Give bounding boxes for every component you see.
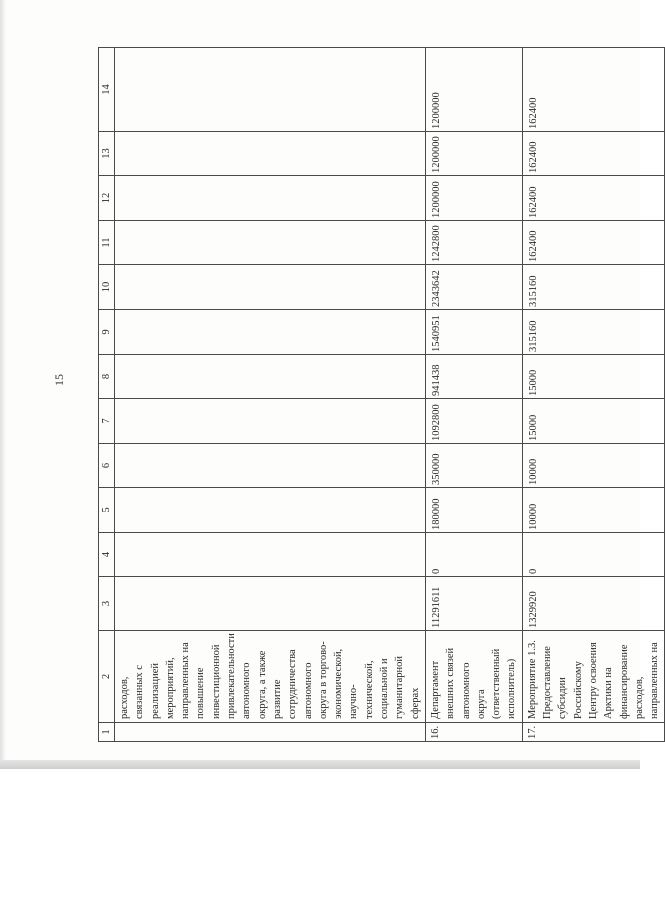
value-cell: 162400: [522, 132, 665, 176]
header-cell: 8: [99, 355, 115, 399]
value-cell: 315160: [522, 265, 665, 310]
value-cell: 1200000: [425, 176, 522, 221]
table-header-row: [99, 48, 115, 742]
header-cell: 11: [99, 221, 115, 265]
scan-bottom-edge: [0, 760, 640, 769]
value-cell: 2343642: [425, 265, 522, 310]
header-cell: 13: [99, 132, 115, 176]
value-cell: [115, 577, 426, 631]
header-cell: 3: [99, 577, 115, 631]
value-cell: 0: [425, 533, 522, 577]
value-cell: [115, 176, 426, 221]
value-cell: 941438: [425, 355, 522, 399]
value-cell: 1329920: [522, 577, 665, 631]
value-cell: 162400: [522, 176, 665, 221]
value-cell: 0: [522, 533, 665, 577]
value-cell: [115, 310, 426, 355]
value-cell: 15000: [522, 399, 665, 444]
value-cell: [115, 488, 426, 533]
header-cell: 7: [99, 399, 115, 444]
value-cell: 1092800: [425, 399, 522, 444]
budget-table: [98, 47, 665, 742]
value-cell: [115, 221, 426, 265]
rotated-table-container: [98, 48, 661, 742]
value-cell: [115, 355, 426, 399]
description-cell: Департамент внешних связей автономного округа (ответственный исполнитель): [425, 631, 522, 723]
value-cell: [115, 444, 426, 488]
header-cell: 2: [99, 631, 115, 723]
header-cell: 12: [99, 176, 115, 221]
value-cell: [115, 533, 426, 577]
value-cell: 10000: [522, 444, 665, 488]
description-cell: Мероприятие 1.3. Предоставление субсидии Российскому Центру освоения Арктики на финансирование расходов, направленных на: [522, 631, 665, 723]
header-cell: 10: [99, 265, 115, 310]
value-cell: [115, 265, 426, 310]
header-cell: 9: [99, 310, 115, 355]
value-cell: 1200000: [425, 132, 522, 176]
value-cell: 162400: [522, 221, 665, 265]
value-cell: [115, 48, 426, 132]
value-cell: 1242800: [425, 221, 522, 265]
header-cell: 6: [99, 444, 115, 488]
value-cell: 15000: [522, 355, 665, 399]
header-cell: 5: [99, 488, 115, 533]
scan-edge-shadow: [0, 0, 6, 769]
header-cell: 14: [99, 48, 115, 132]
header-cell: 1: [99, 723, 115, 742]
value-cell: 10000: [522, 488, 665, 533]
value-cell: 315160: [522, 310, 665, 355]
table-row: [522, 48, 665, 742]
table-row: [425, 48, 522, 742]
row-number-cell: [115, 723, 426, 742]
row-number-cell: 17.: [522, 723, 665, 742]
value-cell: 11291611: [425, 577, 522, 631]
page-number: 15: [52, 374, 66, 386]
description-cell: расходов, связанных с реализацией мероприятий, направленных на повышение инвестиционной привлекательности автономного округа, а также развитие сотрудничества автономного округа в торгово-экономической, научно-технической, социальной и гуманитарной сферах: [115, 631, 426, 723]
value-cell: 1540951: [425, 310, 522, 355]
value-cell: 1200000: [425, 48, 522, 132]
value-cell: 350000: [425, 444, 522, 488]
value-cell: 180000: [425, 488, 522, 533]
value-cell: [115, 399, 426, 444]
value-cell: [115, 132, 426, 176]
value-cell: 162400: [522, 48, 665, 132]
table-row: [115, 48, 426, 742]
row-number-cell: 16.: [425, 723, 522, 742]
header-cell: 4: [99, 533, 115, 577]
